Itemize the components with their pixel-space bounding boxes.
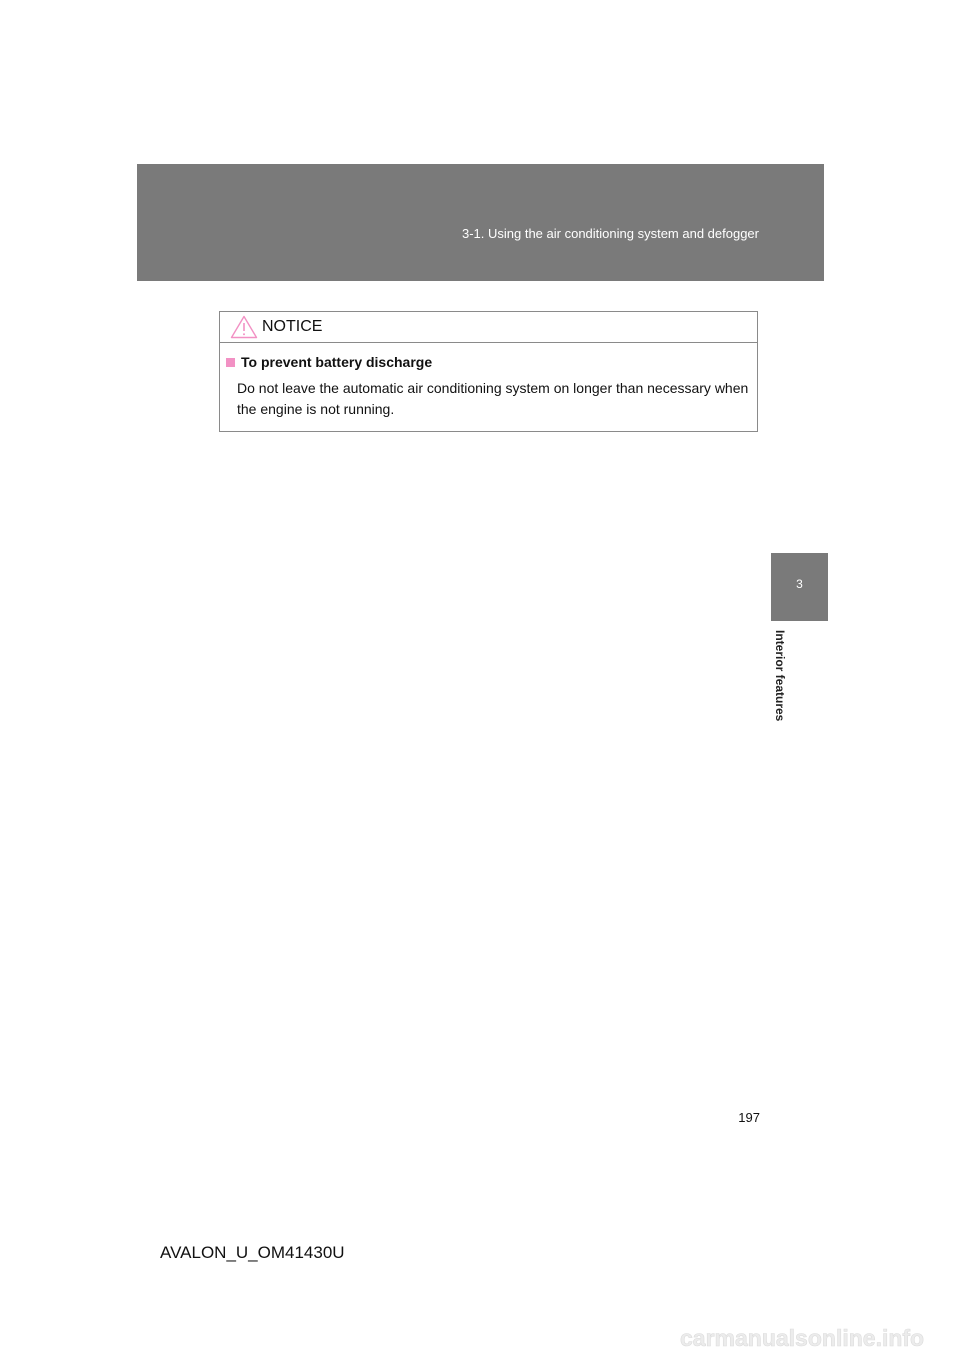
page-number: 197 [738, 1110, 760, 1125]
document-code: AVALON_U_OM41430U [160, 1243, 345, 1262]
section-title: 3-1. Using the air conditioning system and defogger [461, 226, 759, 241]
notice-body [220, 343, 757, 420]
bullet-square-icon [226, 358, 235, 367]
chapter-label: Interior features [773, 630, 787, 722]
warning-triangle-icon [230, 315, 258, 339]
notice-title: NOTICE [262, 318, 323, 335]
notice-subheading [226, 354, 751, 370]
notice-text: Do not leave the automatic air conditioning system on longer than necessary when the engine is not running. [237, 380, 749, 417]
chapter-tab [771, 553, 828, 621]
notice-box [219, 311, 758, 432]
section-header-band [137, 164, 824, 281]
notice-header [220, 312, 757, 343]
svg-text:carmanualsonline.info: carmanualsonline.info [680, 1325, 925, 1351]
chapter-number: 3 [796, 577, 803, 591]
notice-subheading-text: To prevent battery discharge [241, 354, 433, 370]
watermark-logo [680, 1325, 952, 1353]
